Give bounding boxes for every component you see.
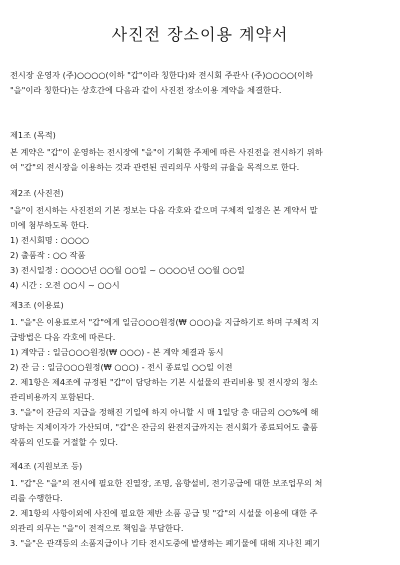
article-line: 3. "을"은 관객등의 소품지급이나 기타 전시도중에 발생하는 폐기물에 대해 지나친 폐기 xyxy=(10,538,321,548)
article-line: 3. "을"이 잔금의 지급을 정해진 기일에 하지 아니할 시 매 1일당 총 대금의 ○○%에 해 xyxy=(10,407,319,417)
article-line: 1. "을"은 이용료로서 "갑"에게 일금○○○원정(₩ ○○○)을 지급하기로 하며 구체적 지 xyxy=(10,317,320,327)
article-line: 1) 계약금 : 일금○○○원정(₩ ○○○) - 본 계약 체결과 동시 xyxy=(10,347,224,357)
article-3-fee xyxy=(10,298,392,450)
article-line: 여 "갑"의 전시장을 이용하는 것과 관련된 권리의무 사항의 규율을 목적으로 한다. xyxy=(10,162,300,172)
article-2-exhibition xyxy=(10,186,392,293)
article-line: 관리비용까지 포함된다. xyxy=(10,392,95,402)
article-line: 미에 첨부하도록 한다. xyxy=(10,220,89,230)
article-heading: 제1조 (목적) xyxy=(10,130,56,140)
article-line: 본 계약은 "갑"이 운영하는 전시장에 "을"이 기획한 주제에 따른 사진전을 전시하기 위하 xyxy=(10,147,323,157)
article-line: 작품의 인도를 거절할 수 있다. xyxy=(10,437,118,447)
intro-line: 전시장 운영자 (주)○○○○(이하 "갑"이라 칭한다)와 전시회 주관사 (주)○○○○(이하 xyxy=(10,70,313,80)
article-line: 2. 제1항은 제4조에 규정된 "갑"이 담당하는 기본 시설물의 관리비용 및 전시장의 청소 xyxy=(10,377,318,387)
article-heading: 제3조 (이용료) xyxy=(10,300,64,310)
article-line: 급방법은 다음 각호에 따른다. xyxy=(10,332,116,342)
article-line: 2. 제1항의 사항이외에 사진에 필요한 제반 소품 공급 및 "갑"의 시설물 이용에 대한 주 xyxy=(10,508,318,518)
article-line: "을"이 전시하는 사진전의 기본 정보는 다음 각호와 같으며 구체적 일정은 본 계약서 말 xyxy=(10,205,318,215)
article-line: 2) 출품작 : ○○ 작품 xyxy=(10,250,86,260)
article-line: 당하는 지체이자가 가산되며, "갑"은 잔금의 완전지급까지는 전시회가 종료되어도 출품 xyxy=(10,422,318,432)
article-line: 3) 전시일정 : ○○○○년 ○○월 ○○일 ~ ○○○○년 ○○월 ○○일 xyxy=(10,265,245,275)
document-title: 사진전 장소이용 계약서 xyxy=(111,25,289,44)
intro-line: "을"이라 칭한다)는 상호간에 다음과 같이 사진전 장소이용 계약을 체결한다. xyxy=(10,85,282,95)
article-line: 의관리 의무는 "을"이 전적으로 책임을 부담한다. xyxy=(10,523,184,533)
article-heading: 제2조 (사진전) xyxy=(10,188,64,198)
article-line: 4) 시간 : 오전 ○○시 ~ ○○시 xyxy=(10,280,120,290)
article-line: 리를 수행한다. xyxy=(10,493,63,503)
article-heading: 제4조 (지원보조 등) xyxy=(10,461,83,471)
article-line: 1) 전시회명 : ○○○○ xyxy=(10,235,90,245)
intro-paragraph xyxy=(10,68,392,98)
article-1-purpose xyxy=(10,128,392,175)
article-4-support xyxy=(10,459,392,551)
article-line: 2) 잔 금 : 일금○○○원정(₩ ○○○) - 전시 종료일 ○○일 이전 xyxy=(10,362,233,372)
article-line: 1. "갑"은 "을"의 전시에 필요한 진열장, 조명, 음향설비, 전기공급에 대한 보조업무의 처 xyxy=(10,478,323,488)
